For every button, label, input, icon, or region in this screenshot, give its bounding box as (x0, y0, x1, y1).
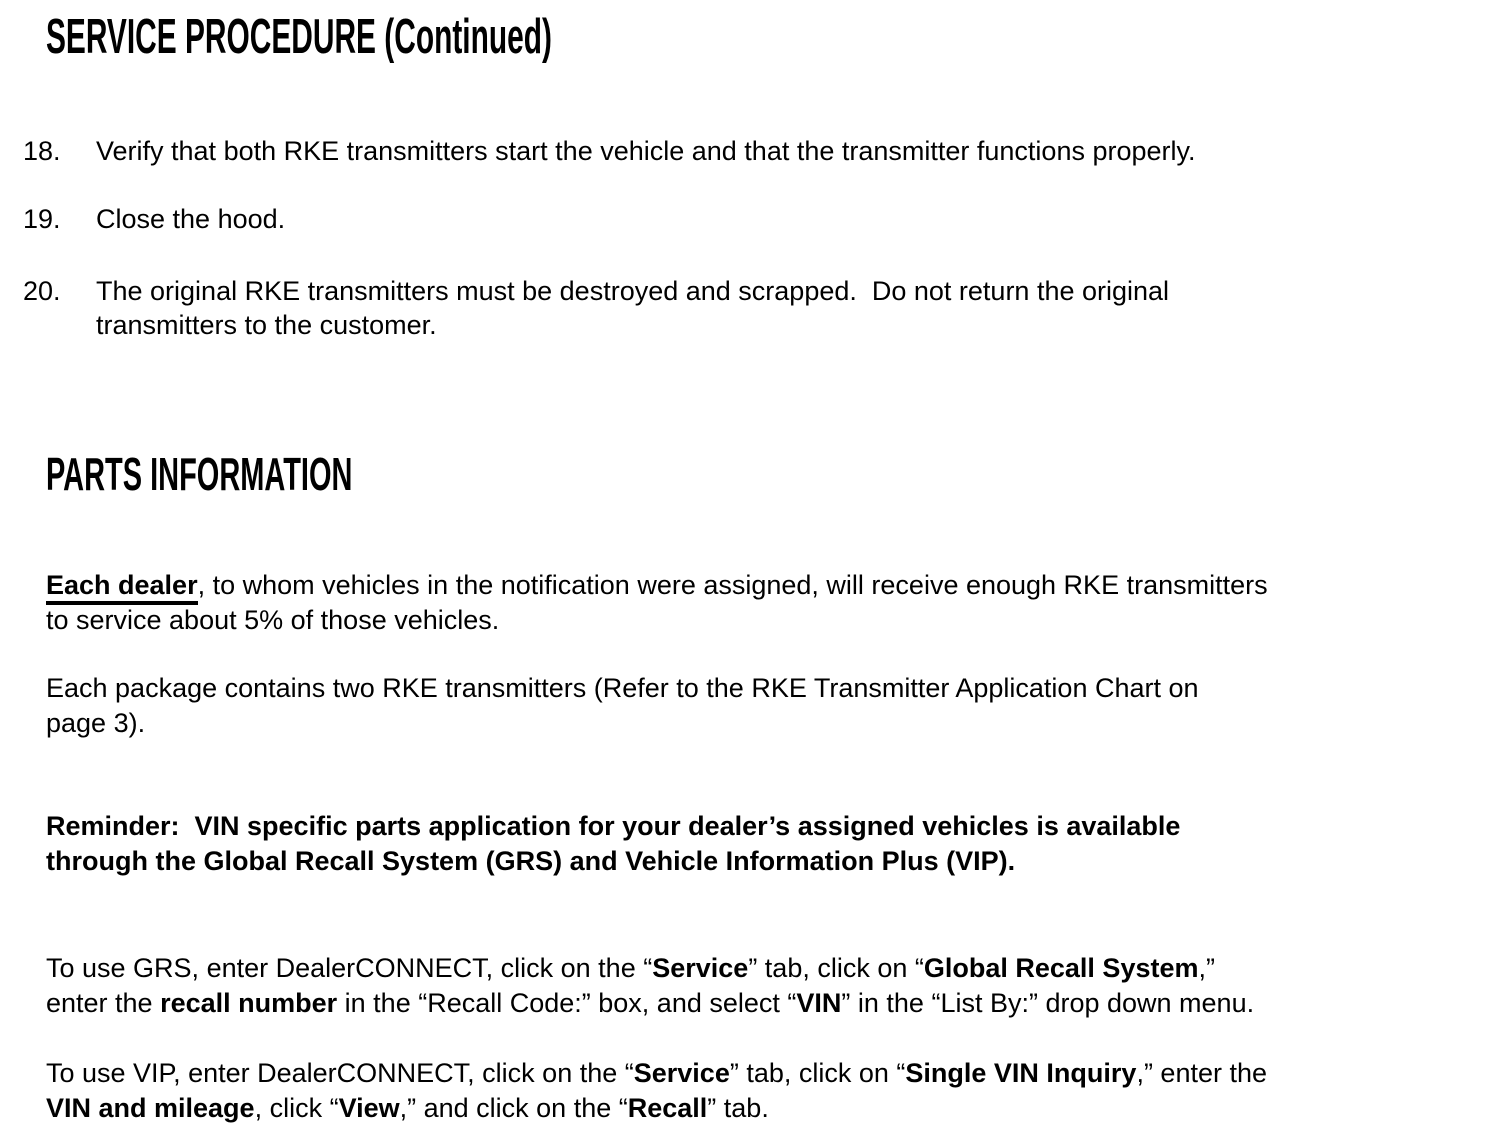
text-line (96, 308, 1169, 342)
text-segment: ,” and click on the “ (399, 1093, 628, 1123)
bold-emphasis: Single VIN Inquiry (905, 1058, 1137, 1088)
paragraph-grs-instructions (46, 951, 1254, 1021)
text-segment: ” tab, click on “ (729, 1058, 906, 1088)
text-line (46, 1056, 1267, 1091)
text-segment: ” tab, click on “ (748, 953, 924, 983)
text-segment: ,” (1198, 953, 1215, 983)
text-segment: , to whom vehicles in the notification were assigned, will receive enough RKE transmitters (197, 570, 1268, 600)
section-title-parts-information-text: PARTS INFORMATION (46, 448, 353, 500)
text-line (46, 603, 1268, 638)
bold-emphasis: Service (652, 953, 749, 983)
text-segment: ” in the “List By:” drop down menu. (841, 988, 1255, 1018)
text-line (96, 202, 285, 236)
bold-emphasis: Recall (627, 1093, 708, 1123)
paragraph-reminder (46, 809, 1180, 879)
bold-emphasis: VIN and mileage (46, 1093, 255, 1123)
text-line (46, 844, 1180, 879)
text-segment: page 3). (46, 708, 146, 738)
text-segment: Verify that both RKE transmitters start the vehicle and that the transmitter functions properly. (96, 136, 1196, 166)
step-text (96, 202, 285, 236)
bold-emphasis: through the Global Recall System (GRS) and Vehicle Information Plus (VIP). (46, 846, 1016, 876)
bold-emphasis: Global Recall System (923, 953, 1199, 983)
step-number: 18. (23, 136, 61, 166)
text-segment: The original RKE transmitters must be destroyed and scrapped. Do not return the original (96, 276, 1170, 306)
step-number: 20. (23, 276, 61, 306)
procedure-step-18 (23, 134, 1196, 168)
text-line (46, 986, 1254, 1021)
text-line (46, 809, 1180, 844)
bold-emphasis: recall number (160, 988, 338, 1018)
text-line (46, 706, 1199, 741)
text-segment: Each package contains two RKE transmitters (Refer to the RKE Transmitter Application Chart on (46, 673, 1199, 703)
step-text (96, 134, 1196, 168)
text-line (46, 671, 1199, 706)
step-number: 19. (23, 204, 61, 234)
text-line (96, 274, 1169, 308)
text-segment: in the “Recall Code:” box, and select “ (337, 988, 797, 1018)
text-segment: transmitters to the customer. (96, 310, 437, 340)
paragraph-vip-instructions (46, 1056, 1267, 1126)
text-segment: , click “ (254, 1093, 339, 1123)
text-line (96, 134, 1196, 168)
paragraph-package-contents (46, 671, 1199, 741)
text-segment: To use GRS, enter DealerCONNECT, click on the “ (46, 953, 653, 983)
text-segment: to service about 5% of those vehicles. (46, 605, 500, 635)
bold-emphasis: VIN (796, 988, 842, 1018)
procedure-step-20 (23, 274, 1169, 342)
text-segment: enter the (46, 988, 161, 1018)
text-line (46, 568, 1268, 603)
bold-emphasis: Service (633, 1058, 730, 1088)
text-line (46, 1091, 1267, 1126)
text-segment: Close the hood. (96, 204, 286, 234)
text-segment: ,” enter the (1136, 1058, 1268, 1088)
step-text (96, 274, 1169, 342)
section-title-service-procedure-text: SERVICE PROCEDURE (Continued) (46, 10, 552, 64)
section-title-parts-information (46, 448, 532, 500)
underlined-emphasis: Each dealer (46, 570, 198, 605)
section-title-service-procedure (46, 10, 875, 64)
procedure-step-19 (23, 202, 285, 236)
bold-emphasis: Reminder: VIN specific parts application for your dealer’s assigned vehicles is available (46, 811, 1181, 841)
text-segment: ” tab. (707, 1093, 769, 1123)
text-line (46, 951, 1254, 986)
text-segment: To use VIP, enter DealerCONNECT, click on the “ (46, 1058, 634, 1088)
paragraph-dealer-allocation (46, 568, 1268, 638)
bold-emphasis: View (338, 1093, 400, 1123)
